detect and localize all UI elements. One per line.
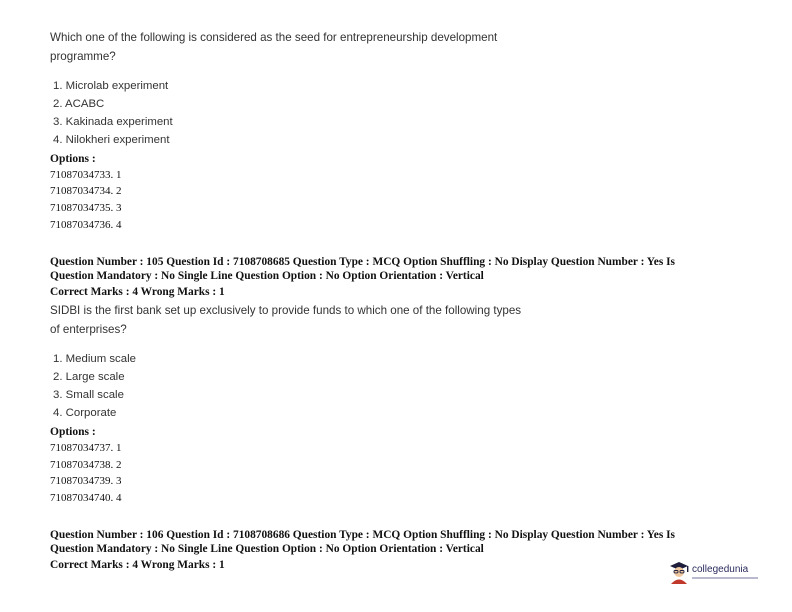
collegedunia-tagline-bar (692, 577, 758, 579)
question-1-choice-3: 3. Kakinada experiment (53, 116, 173, 128)
question-105-text-line-1: SIDBI is the first bank set up exclusively to provide funds to which one of the following types (50, 304, 522, 317)
question-1-choice-4: 4. Nilokheri experiment (53, 134, 170, 146)
question-105-meta-line-2: Question Mandatory : No Single Line Question Option : No Option Orientation : Vertical (50, 270, 484, 282)
question-105-options-heading: Options : (50, 426, 96, 438)
question-105-choice-1: 1. Medium scale (53, 353, 136, 365)
question-1-text (50, 28, 570, 66)
question-1-text-line-1: Which one of the following is considered as the seed for entrepreneurship development (50, 31, 498, 44)
question-1-option-3: 71087034735. 3 (50, 202, 122, 214)
question-105-text (50, 301, 570, 339)
graduate-avatar-icon (668, 560, 690, 584)
question-1-option-4: 71087034736. 4 (50, 219, 122, 231)
collegedunia-brand-text: collegedunia (692, 564, 749, 575)
question-105-option-1: 71087034737. 1 (50, 442, 122, 454)
question-1-option-1: 71087034733. 1 (50, 169, 122, 181)
collegedunia-watermark (668, 560, 760, 586)
question-105-choice-3: 3. Small scale (53, 389, 124, 401)
question-105-choice-2: 2. Large scale (53, 371, 125, 383)
question-1-choice-2: 2. ACABC (53, 98, 105, 110)
question-106-meta-line-1: Question Number : 106 Question Id : 7108708686 Question Type : MCQ Option Shuffling : No Display Question Number : Yes Is (50, 529, 675, 541)
question-1-option-2: 71087034734. 2 (50, 185, 122, 197)
question-105-choice-4: 4. Corporate (53, 407, 117, 419)
question-105-option-2: 71087034738. 2 (50, 459, 122, 471)
question-105-marks: Correct Marks : 4 Wrong Marks : 1 (50, 286, 225, 298)
question-106-marks: Correct Marks : 4 Wrong Marks : 1 (50, 559, 225, 571)
question-1-text-line-2: programme? (50, 50, 116, 63)
question-106-meta-line-2: Question Mandatory : No Single Line Question Option : No Option Orientation : Vertical (50, 543, 484, 555)
question-1-choice-1: 1. Microlab experiment (53, 80, 169, 92)
question-105-option-4: 71087034740. 4 (50, 492, 122, 504)
question-105-option-3: 71087034739. 3 (50, 475, 122, 487)
question-105-meta-line-1: Question Number : 105 Question Id : 7108708685 Question Type : MCQ Option Shuffling : No Display Question Number : Yes Is (50, 256, 675, 268)
question-1-options-heading: Options : (50, 153, 96, 165)
question-105-text-line-2: of enterprises? (50, 323, 127, 336)
